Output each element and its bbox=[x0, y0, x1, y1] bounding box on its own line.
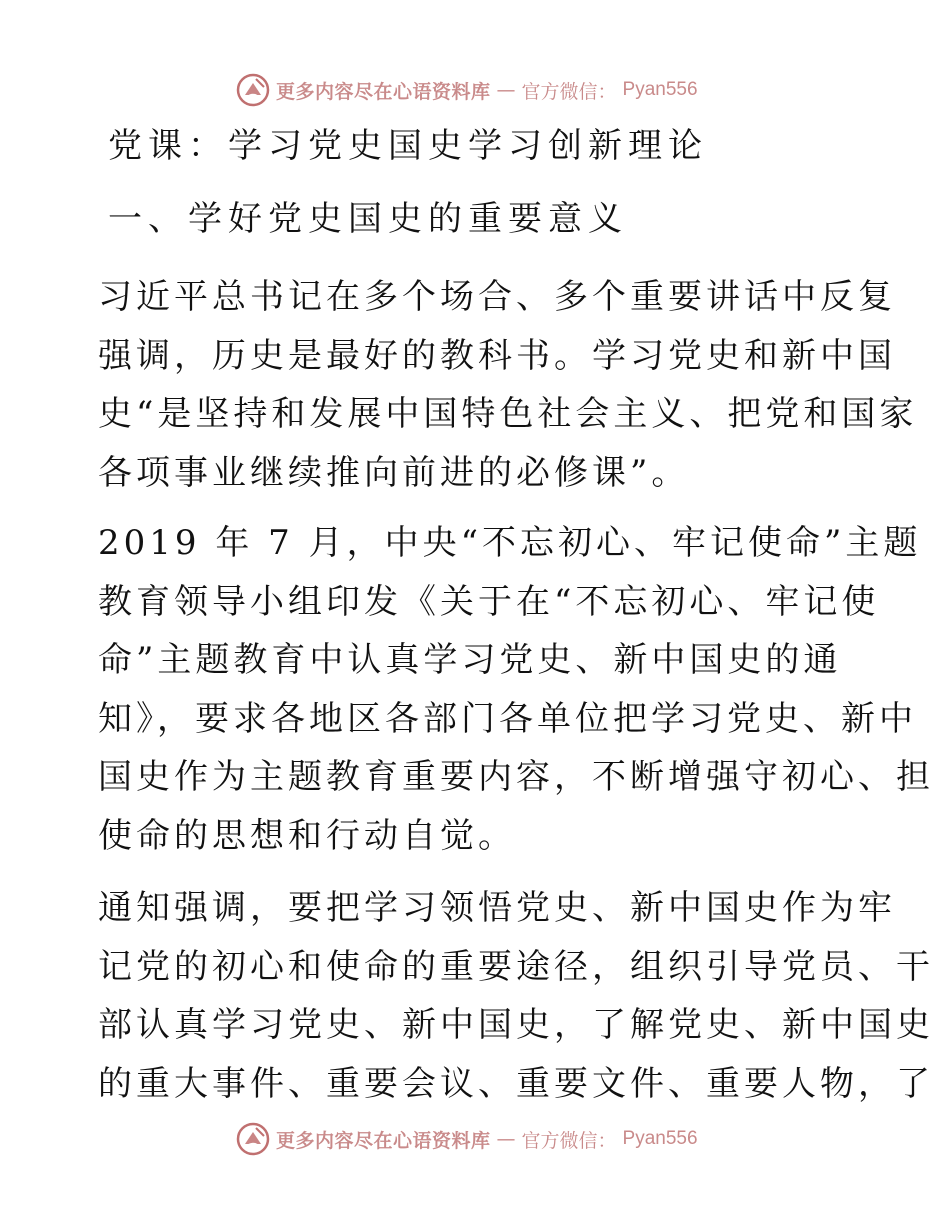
paragraph-line: 记党的初心和使命的重要途径，组织引导党员、干 bbox=[98, 946, 934, 987]
paragraph-line: 史“是坚持和发展中国特色社会主义、把党和国家 bbox=[98, 394, 918, 434]
paragraph-line: 国史作为主题教育重要内容，不断增强守初心、担 bbox=[98, 757, 934, 797]
footer-brand-text: 更多内容尽在心语资料库 bbox=[276, 1129, 491, 1152]
paragraph-line: 教育领导小组印发《关于在“不忘初心、牢记使 bbox=[98, 581, 880, 622]
paragraph-1 bbox=[98, 268, 918, 502]
paragraph-line: 习近平总书记在多个场合、多个重要讲话中反复 bbox=[98, 277, 896, 317]
header-wechat-id: Pyan556 bbox=[622, 79, 698, 100]
paragraph-line: 强调，历史是最好的教科书。学习党史和新中国 bbox=[98, 335, 896, 376]
paragraph-line: 各项事业继续推向前进的必修课”。 bbox=[98, 452, 690, 493]
section-heading: 一、学好党史国史的重要意义 bbox=[108, 199, 628, 239]
footer-watermark bbox=[236, 1122, 698, 1156]
footer-dash: — bbox=[496, 1128, 516, 1150]
book-seal-logo-icon bbox=[236, 1122, 270, 1156]
page-title: 党课：学习党史国史学习创新理论 bbox=[108, 126, 708, 166]
paragraph-line: 使命的思想和行动自觉。 bbox=[98, 815, 516, 856]
paragraph-line: 部认真学习党史、新中国史，了解党史、新中国史 bbox=[98, 1005, 934, 1045]
footer-wechat-id: Pyan556 bbox=[622, 1128, 698, 1149]
header-brand-text: 更多内容尽在心语资料库 bbox=[276, 80, 491, 103]
paragraph-line: 命”主题教育中认真学习党史、新中国史的通 bbox=[98, 640, 842, 680]
footer-official-label: 官方微信： bbox=[521, 1129, 617, 1152]
paragraph-line: 的重大事件、重要会议、重要文件、重要人物，了 bbox=[98, 1063, 934, 1104]
paragraph-2 bbox=[98, 514, 934, 865]
header-dash: — bbox=[496, 79, 516, 101]
paragraph-line: 知》，要求各地区各部门各单位把学习党史、新中 bbox=[98, 698, 917, 739]
header-watermark bbox=[236, 73, 698, 107]
paragraph-3 bbox=[98, 879, 934, 1113]
header-official-label: 官方微信： bbox=[521, 80, 617, 103]
book-seal-logo-icon bbox=[236, 73, 270, 107]
paragraph-line: 通知强调，要把学习领悟党史、新中国史作为牢 bbox=[98, 888, 896, 928]
paragraph-line: 2019 年 7 月，中央“不忘初心、牢记使命”主题 bbox=[98, 523, 922, 563]
